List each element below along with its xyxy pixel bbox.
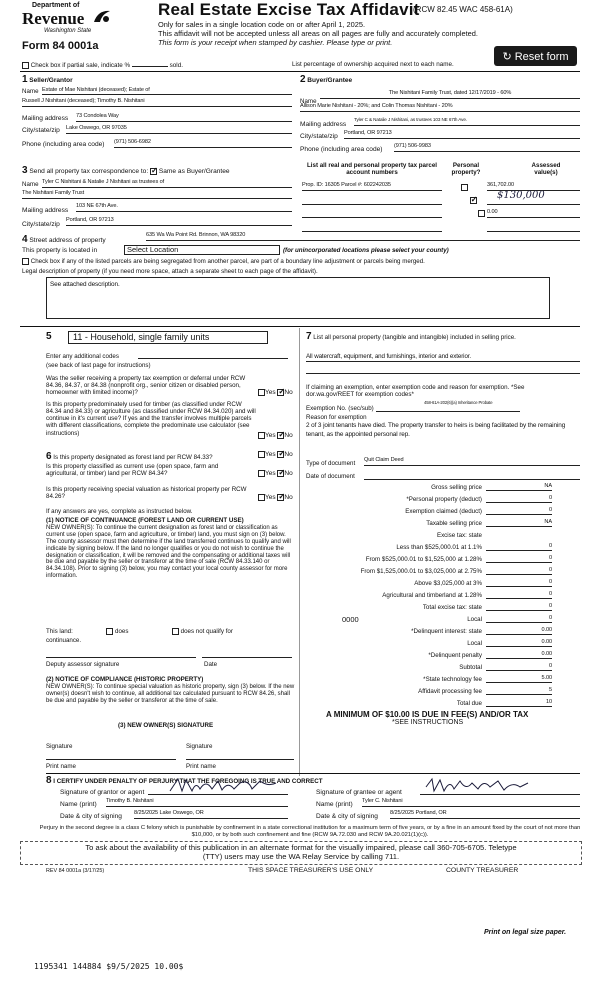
buyer-heading: 2 Buyer/Grantee: [300, 74, 353, 85]
owner-print-name-label-1: Print name: [46, 763, 76, 770]
perjury-warning: Perjury in the second degree is a class C felony which is punishable by confinement in a state correctional institution for a maximum term of five years, or by a fine in an amount fixed by the court of not more than $10,000, or by both such confinement and fine (RCW 9A.72.030 and RCW 9A.20.021(1)(c)).: [39, 825, 581, 838]
partial-sale-percent-field[interactable]: [132, 60, 168, 67]
treasurer-use-only: THIS SPACE TREASURER'S USE ONLY: [248, 867, 374, 874]
parcel-row-4-number[interactable]: [302, 224, 442, 232]
minimum-due-note: A MINIMUM OF $10.00 IS DUE IN FEE(S) AND/OR TAX: [326, 710, 529, 719]
state-label: Washington State: [44, 28, 92, 34]
buyer-city-field[interactable]: Portland, OR 97213: [344, 130, 580, 139]
reset-label: Reset form: [514, 50, 569, 63]
corr-city-label: City/state/zip: [22, 221, 60, 228]
rcw-reference: (RCW 82.45 WAC 458-61A): [413, 5, 513, 14]
assessor-signature-field[interactable]: [46, 650, 196, 658]
parcel-row-2-number[interactable]: [302, 196, 442, 205]
corr-name-line-2[interactable]: The Nishitani Family Trust: [22, 190, 292, 199]
header-line-1: Only for sales in a single location code on or after April 1, 2025.: [158, 20, 366, 29]
exemption-no-field[interactable]: [376, 404, 520, 412]
q1-yes-no: Yes ✓ No: [258, 389, 293, 397]
assessor-date-label: Date: [204, 661, 218, 668]
parcel-row-1-value[interactable]: 361,702.00: [487, 182, 580, 191]
q2-yes-no: Yes ✓ No: [258, 432, 293, 440]
grantee-name-label: Name (print): [316, 801, 353, 808]
corr-name-label: Name: [22, 181, 39, 188]
forest-land-question: 6 Is this property designated as forest land per RCW 84.33?: [46, 451, 213, 462]
see-instructions-note: *SEE INSTRUCTIONS: [392, 719, 464, 726]
partial-sale-checkbox[interactable]: [22, 62, 29, 69]
grantee-date-field[interactable]: 8/25/2025 Portland, OR: [390, 810, 580, 819]
accessibility-line-2: (TTY) users may use the WA Relay Service by calling 711.: [202, 851, 400, 861]
land-does-not-checkbox[interactable]: [172, 628, 179, 635]
location-select[interactable]: [124, 245, 280, 255]
corr-name-line-1[interactable]: Tyler C Nishitani & Natalie J Nishitani as trustees of: [42, 179, 292, 188]
seller-city-label: City/state/zip: [22, 127, 60, 134]
owner-signature-label-2: Signature: [186, 743, 213, 750]
q1-no-checkbox[interactable]: [277, 389, 284, 396]
grantor-signature-field[interactable]: [148, 786, 288, 795]
legal-description-box[interactable]: [46, 277, 550, 319]
land-use-value: 11 - Household, single family units: [73, 332, 210, 342]
doc-date-label: Date of document: [306, 473, 355, 480]
notice-compliance-body: NEW OWNER(S): To continue special valuation as historic property, sign (3) below. If the new owner(s) doesn't wish to continue, all additional tax calculated pursuant to RCW 84.26, shall be due and payable by the seller or transferor at the time of sale.: [46, 684, 295, 704]
corr-city-field[interactable]: Portland, OR 97213: [66, 217, 292, 226]
segregated-row: [22, 258, 425, 265]
seller-phone-field[interactable]: (971) 506-6982: [114, 139, 292, 148]
located-in-label: This property is located in: [22, 247, 98, 254]
accessibility-line-1: To ask about the availability of this publication in an alternate format for the visually impaired, please call 360-705-6705. Teletype: [85, 843, 517, 852]
corr-mailing-label: Mailing address: [22, 207, 69, 214]
buyer-phone-label: Phone (including area code): [300, 146, 383, 153]
street-address-field[interactable]: 635 Wa Wa Point Rd. Brinnon, WA 98320: [146, 232, 580, 241]
assessor-date-field[interactable]: [202, 650, 292, 658]
grantee-signature-field[interactable]: [420, 786, 580, 795]
s6-q3-yes-checkbox[interactable]: [258, 494, 265, 501]
s6-q1-yes-checkbox[interactable]: [258, 451, 265, 458]
dept-label: Department of: [32, 2, 80, 9]
revenue-wordmark: Revenue: [22, 9, 85, 28]
certify-statement: 8 I CERTIFY UNDER PENALTY OF PERJURY THAT THE FOREGOING IS TRUE AND CORRECT: [46, 775, 323, 786]
personal-property-field-2[interactable]: [306, 366, 580, 374]
exemption-no-label: Exemption No. (sec/sub): [306, 405, 374, 412]
partial-sale-label: Check box if partial sale, indicate %: [30, 62, 131, 69]
same-as-buyer-label: Same as Buyer/Grantee: [158, 168, 230, 175]
reason-field[interactable]: 2 of 3 joint tenants have died. The property transfer to heirs is being facilitated by the remaining tenant, as the appointed personal rep.: [306, 422, 566, 438]
parcel-header-personal: Personal property?: [451, 162, 481, 177]
street-label-row: 4 Street address of property: [22, 234, 106, 245]
notice-compliance-title: (2) NOTICE OF COMPLIANCE (HISTORIC PROPERTY): [46, 676, 204, 683]
parcel-header-list: List all real and personal property tax parcel account numbers: [307, 162, 437, 177]
parcel-row-4-value[interactable]: [487, 224, 580, 232]
owner-signature-field-2[interactable]: [186, 752, 294, 760]
historical-question: Is this property receiving special valuation as historical property per RCW 84.26?: [46, 486, 247, 501]
form-revision: REV 84 0001a (3/17/25): [46, 868, 105, 874]
county-treasurer: COUNTY TREASURER: [446, 867, 519, 874]
reset-icon: ↻: [502, 50, 512, 63]
segregated-label: Check box if any of the listed parcels are being segregated from another parcel, are part of a boundary line adjustment or parcels being merged.: [30, 258, 425, 266]
owner-signature-field-1[interactable]: [46, 752, 176, 760]
recording-stamp: 1195341 144884 $9/5/2025 10.00$: [34, 962, 184, 971]
q2-no-checkbox[interactable]: [277, 432, 284, 439]
seller-mailing-field[interactable]: 73 Condolea Way: [76, 113, 292, 122]
section-rule-2: [20, 326, 580, 327]
additional-codes-label: Enter any additional codes: [46, 353, 119, 360]
grantor-date-label: Date & city of signing: [60, 813, 122, 820]
header-line-2: This affidavit will not be accepted unless all areas on all pages are fully and accurately completed.: [158, 29, 478, 38]
partial-sale-row: [22, 60, 183, 69]
land-use-select[interactable]: [68, 331, 268, 344]
timber-question: Is this property predominately used for timber (as classified under RCW 84.34 and 84.33) or agriculture (as classified under RCW 84.34.020) and will continue in it's current use? If yes and the transfer involves multiple parcels with different classifications, complete the predominate use calculator (see instructions): [46, 401, 256, 437]
buyer-name-label: Name: [300, 98, 317, 105]
s6-q3-yes-no: Yes ✓ No: [258, 494, 293, 502]
accessibility-box: [20, 841, 582, 865]
parcel-header-assessed: Assessed value(s): [531, 162, 561, 177]
current-use-question: Is this property classified as current use (open space, farm and agricultural, or timber) land per RCW 84.34?: [46, 463, 219, 478]
exemption-claim-label: If claiming an exemption, enter exemption code and reason for exemption. *See dor.wa.gov/REET for exemption codes*: [306, 384, 525, 399]
q1-yes-checkbox[interactable]: [258, 389, 265, 396]
buyer-city-label: City/state/zip: [300, 133, 338, 140]
parcel-row-3-value[interactable]: 0.00: [487, 209, 580, 218]
seller-mailing-label: Mailing address: [22, 115, 69, 122]
parcel-row-1-number[interactable]: Prop. ID: 16305 Parcel #: 602242035: [302, 182, 442, 191]
grantor-name-label: Name (print): [60, 801, 97, 808]
sold-label: sold.: [169, 62, 183, 69]
unincorporated-note: (for unincorporated locations please select your county): [283, 247, 449, 254]
parcel-row-3-personal-checkbox[interactable]: [478, 210, 485, 217]
local-code: 0000: [342, 615, 359, 624]
header-line-3: This form is your receipt when stamped by cashier. Please type or print.: [158, 38, 393, 47]
logo-swoosh-icon: [92, 8, 112, 26]
grantee-signature-image: [424, 777, 534, 795]
legal-description-label: Legal description of property (if you need more space, attach a separate sheet to each page of the affidavit).: [22, 268, 318, 275]
doc-type-label: Type of document: [306, 460, 356, 467]
seller-heading: 1 Seller/Grantor: [22, 74, 73, 85]
correspondence-heading: 3 Send all property tax correspondence to: ✓ Same as Buyer/Grantee: [22, 165, 230, 177]
buyer-mailing-field[interactable]: Tyler C & Natalie J Nishitani, as trustees 103 NE 67th Ave.: [354, 117, 580, 126]
new-owner-signature-title: (3) NEW OWNER(S) SIGNATURE: [118, 722, 214, 729]
legal-description-text: See attached description.: [50, 281, 120, 288]
form-title: Real Estate Excise Tax Affidavit: [158, 0, 420, 19]
land-does-checkbox[interactable]: [106, 628, 113, 635]
if-yes-note: If any answers are yes, complete as instructed below.: [46, 508, 193, 515]
same-as-buyer-checkbox[interactable]: [150, 168, 157, 175]
seller-name-label: Name: [22, 88, 39, 95]
s6-q1-no-checkbox[interactable]: [277, 451, 284, 458]
parcel-row-3-number[interactable]: [302, 209, 442, 218]
location-select-value: Select Location: [127, 245, 179, 254]
parcel-row-2-handwritten-value: $130,000: [497, 190, 545, 201]
q2-yes-checkbox[interactable]: [258, 432, 265, 439]
s6-q2-yes-checkbox[interactable]: [258, 470, 265, 477]
section-divider-vertical: [299, 328, 300, 776]
seller-name-line-1[interactable]: Estate of Mae Nishitani (deceased); Estate of: [42, 87, 292, 95]
continuance-label: continuance.: [46, 637, 82, 644]
exemption-code-value: 458-61A-202(6)(a) Inheritance Probate: [424, 400, 493, 405]
grantor-name-field[interactable]: Timothy B. Nishitani: [106, 798, 288, 807]
section-5-number: 5: [46, 331, 52, 342]
s6-q1-yes-no: Yes ✓ No: [258, 451, 293, 459]
personal-property-field[interactable]: All watercraft, equipment, and furnishings, interior and exterior.: [306, 353, 580, 362]
reset-form-button[interactable]: [494, 46, 577, 66]
seller-name-line-2[interactable]: Russell J Nishitani (deceased); Timothy B. Nishitani: [22, 98, 292, 107]
personal-property-heading: 7 List all personal property (tangible and intangible) included in selling price.: [306, 331, 516, 342]
s6-q2-no-checkbox[interactable]: [277, 470, 284, 477]
parcel-row-2-personal-checkbox[interactable]: [470, 197, 477, 204]
this-land-row: This land: does does not qualify for: [46, 628, 233, 636]
buyer-name-line-2[interactable]: Allison Marie Nishitani - 20%; and Colin Thomas Nishitani - 20%: [300, 103, 580, 112]
buyer-mailing-label: Mailing address: [300, 121, 347, 128]
corr-mailing-field[interactable]: 103 NE 67th Ave.: [76, 203, 292, 212]
grantee-date-label: Date & city of signing: [316, 813, 378, 820]
owner-signature-label-1: Signature: [46, 743, 73, 750]
additional-codes-note: (see back of last page for instructions): [46, 362, 151, 369]
grantee-signature-label: Signature of grantee or agent: [316, 789, 402, 796]
s6-q2-yes-no: Yes ✓ No: [258, 470, 293, 478]
owner-print-name-label-2: Print name: [186, 763, 216, 770]
grantor-signature-image: [168, 777, 288, 795]
assessor-signature-label: Deputy assessor signature: [46, 661, 120, 668]
doc-date-field[interactable]: [364, 472, 580, 480]
seller-phone-label: Phone (including area code): [22, 141, 105, 148]
doc-type-field[interactable]: Quit Claim Deed: [364, 457, 580, 466]
grantor-signature-label: Signature of grantor or agent: [60, 789, 145, 796]
seller-city-field[interactable]: Lake Oswego, OR 97035: [66, 125, 292, 134]
grantor-date-field[interactable]: 8/25/2025 Lake Oswego, OR: [134, 810, 288, 819]
reason-label: Reason for exemption: [306, 414, 367, 421]
legal-size-note: Print on legal size paper.: [484, 929, 567, 936]
exemption-deferral-question: Was the seller receiving a property tax exemption or deferral under RCW 84.36, 84.37, or 84.38 (nonprofit org., senior citizen or disabled person, homeowner with limited income)?: [46, 375, 246, 397]
s6-q3-no-checkbox[interactable]: [277, 494, 284, 501]
notice-continuance-body: NEW OWNER(S): To continue the current designation as forest land or classification as current use (open space, farm and agriculture, or timber) land, you must sign on (3) below. The county assessor must then determine if the land transferred continues to qualify and will indicate by signing below. If the land no longer qualifies or you do not wish to continue the designation or classification, it will be removed and the compensating or additional taxes will be due and payable by the seller or transferor at the time of sale (RCW 84.33.140 or 84.34.108). Prior to signing (3) below, you may contact your local county assessor for more information.: [46, 525, 291, 580]
buyer-phone-field[interactable]: (971) 506-9983: [394, 143, 580, 152]
grantee-name-field[interactable]: Tyler C. Nishitani: [362, 798, 580, 807]
parcel-row-1-personal-checkbox[interactable]: [461, 184, 468, 191]
ownership-note: List percentage of ownership acquired next to each name.: [292, 61, 454, 68]
buyer-name-line-1[interactable]: The Nishitani Family Trust, dated 12/17/2019 - 60%: [320, 90, 580, 99]
additional-codes-field[interactable]: [138, 351, 288, 359]
segregated-checkbox[interactable]: [22, 258, 29, 265]
notice-continuance-title: (1) NOTICE OF CONTINUANCE (FOREST LAND OR CURRENT USE): [46, 517, 244, 524]
header-rule: [20, 71, 580, 72]
section-rule-8: [46, 773, 580, 774]
form-number: Form 84 0001a: [22, 40, 99, 52]
